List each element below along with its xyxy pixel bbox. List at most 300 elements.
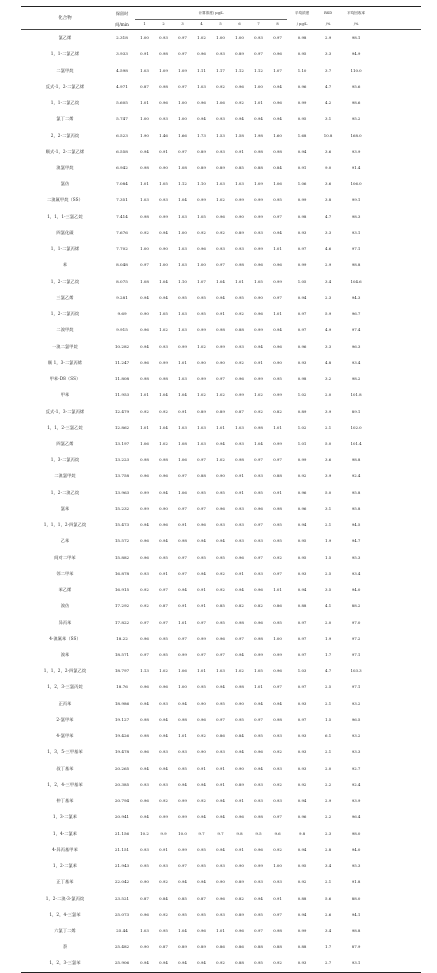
- conc-level-1: 1.00: [140, 116, 149, 122]
- conc-level-3: 0.94: [178, 781, 187, 787]
- conc-level-8: 0.90: [273, 359, 282, 365]
- conc-level-3: 1.06: [178, 668, 187, 674]
- conc-level-2: 0.93: [159, 863, 168, 869]
- conc-level-2: 0.92: [159, 798, 168, 804]
- conc-level-1: 0.96: [140, 798, 149, 804]
- conc-level-3: 0.97: [178, 473, 187, 479]
- conc-level-6: 0.98: [235, 619, 244, 625]
- conc-level-4: 0.96: [197, 51, 206, 57]
- retention-time: 23.521: [114, 895, 130, 901]
- conc-level-4: 0.95: [197, 684, 206, 690]
- retention-time: 9.281: [116, 294, 128, 300]
- rsd-value: 10.8: [323, 132, 333, 138]
- conc-level-7: 0.96: [254, 749, 263, 755]
- conc-level-1: 1.01: [140, 100, 149, 106]
- conc-level-6: 0.91: [235, 473, 244, 479]
- conc-level-3: 0.97: [178, 635, 187, 641]
- conc-level-7: 1.00: [254, 83, 263, 89]
- rsd-value: 4.9: [325, 327, 332, 333]
- table-row: [21, 598, 421, 614]
- compound-name: 1，2-二溴乙烷: [50, 489, 80, 495]
- table-row: [21, 111, 421, 127]
- conc-level-6: 0.90: [235, 213, 244, 219]
- table-row: [21, 744, 421, 760]
- recovery-value: 87.9: [351, 944, 361, 950]
- recovery-value: 88.0: [351, 895, 361, 901]
- conc-level-5: 0.95: [216, 489, 225, 495]
- table-row: [21, 809, 421, 825]
- conc-level-5: 0.95: [216, 554, 225, 560]
- table-row: [21, 95, 421, 111]
- conc-level-6: 0.93: [235, 538, 244, 544]
- retention-time: 20.385: [114, 781, 130, 787]
- retention-time: 25.906: [109, 955, 135, 972]
- conc-level-8: 0.95: [273, 619, 282, 625]
- conc-level-5: 0.89: [216, 408, 225, 414]
- table-row: [21, 209, 421, 225]
- compound-name: 氯乙烯: [58, 35, 72, 41]
- header-level: 2: [154, 20, 173, 30]
- conc-level-1: 1.90: [140, 132, 149, 138]
- conc-level-7: 0.93: [254, 798, 263, 804]
- conc-level-7: 0.99: [254, 652, 263, 658]
- retention-time: 25.073: [114, 911, 130, 917]
- conc-level-7: 0.96: [254, 311, 263, 317]
- conc-level-3: 0.94: [178, 879, 187, 885]
- conc-level-4: 0.92: [197, 733, 206, 739]
- mean-concentration: 0.98: [297, 35, 307, 41]
- recovery-value: 92.4: [351, 473, 361, 479]
- compound-name: 1，1-二氯丙烯: [50, 246, 80, 252]
- conc-level-7: 0.97: [254, 457, 263, 463]
- results-document: [21, 6, 421, 973]
- conc-level-8: 0.95: [273, 197, 282, 203]
- rsd-value: 1.9: [325, 635, 332, 641]
- rsd-value: 2.6: [325, 911, 332, 917]
- rsd-value: 2.0: [325, 765, 332, 771]
- table-row: [21, 955, 421, 972]
- recovery-value: 94.9: [351, 51, 361, 57]
- compound-name: 1，1，1，2-四氯乙烷: [43, 522, 87, 528]
- mean-concentration: 0.99: [297, 197, 307, 203]
- conc-level-4: 0.99: [197, 376, 206, 382]
- conc-level-6: 0.92: [235, 359, 244, 365]
- conc-level-4: 0.89: [197, 944, 206, 950]
- conc-level-4: 0.96: [197, 522, 206, 528]
- rsd-value: 2.2: [325, 781, 332, 787]
- table-row: [21, 176, 421, 192]
- rsd-value: 2.5: [325, 570, 332, 576]
- conc-level-2: 0.98: [159, 83, 168, 89]
- conc-level-6: 0.93: [235, 246, 244, 252]
- conc-level-5: 0.92: [216, 229, 225, 235]
- conc-level-3: 0.97: [178, 35, 187, 41]
- conc-level-2: 0.91: [159, 570, 168, 576]
- conc-level-1: 0.90: [140, 944, 149, 950]
- conc-level-5: 0.93: [216, 749, 225, 755]
- recovery-value: 106.0: [350, 181, 362, 187]
- conc-level-1: 0.94: [140, 343, 149, 349]
- conc-level-4: 0.96: [197, 716, 206, 722]
- conc-level-1: 0.87: [140, 895, 149, 901]
- conc-level-7: 0.99: [254, 213, 263, 219]
- conc-level-4: 0.99: [197, 327, 206, 333]
- conc-level-2: 0.94: [154, 955, 173, 972]
- conc-level-6: 0.98: [235, 457, 244, 463]
- conc-level-3: 1.08: [178, 164, 187, 170]
- recovery-value: 98.8: [351, 262, 361, 268]
- conc-level-5: 1.03: [216, 181, 225, 187]
- recovery-value: 96.5: [351, 716, 361, 722]
- recovery-value: 104.6: [350, 278, 362, 284]
- compound-name: 1，3，5-三甲基苯: [47, 749, 83, 755]
- compound-name: 二溴氟甲烷（SS）: [47, 197, 83, 203]
- conc-level-8: 0.97: [273, 294, 282, 300]
- conc-level-4: 0.89: [197, 408, 206, 414]
- compound-name: 1，2，3-三氯苯: [21, 955, 109, 972]
- conc-level-8: 0.91: [273, 895, 282, 901]
- table-row: [21, 274, 421, 290]
- conc-level-6: 0.92: [235, 100, 244, 106]
- retention-time: 16.915: [114, 587, 130, 593]
- conc-level-6: 1.02: [235, 668, 244, 674]
- conc-level-5: 9.7: [217, 830, 224, 836]
- rsd-value: 2.8: [325, 846, 332, 852]
- conc-level-7: 1.05: [254, 278, 263, 284]
- table-row: [21, 793, 421, 809]
- recovery-value: 97.1: [351, 246, 361, 252]
- conc-level-1: 0.95: [140, 863, 149, 869]
- conc-level-6: 9.8: [236, 830, 243, 836]
- mean-concentration: 1.02: [297, 392, 307, 398]
- compound-name: 1，1，1-三氯乙烷: [47, 213, 83, 219]
- conc-level-6: 0.96: [235, 928, 244, 933]
- mean-concentration: 0.99: [297, 262, 307, 268]
- conc-level-8: 0.95: [273, 376, 282, 382]
- conc-level-6: 0.89: [235, 229, 244, 235]
- results-table: [21, 6, 421, 973]
- conc-level-1: 0.97: [140, 652, 149, 658]
- mean-concentration: 0.96: [297, 83, 307, 89]
- conc-level-3: 0.97: [178, 505, 187, 511]
- recovery-value: 101.8: [350, 392, 362, 398]
- conc-level-8: 0.97: [273, 684, 282, 690]
- recovery-value: 91.4: [351, 164, 361, 170]
- rsd-value: 2.3: [325, 294, 332, 300]
- retention-time: 16.878: [114, 570, 130, 576]
- mean-concentration: 0.92: [297, 879, 307, 885]
- conc-level-7: 0.94: [254, 343, 263, 349]
- recovery-value: 95.8: [351, 489, 361, 495]
- conc-level-7: 1.98: [254, 132, 263, 138]
- conc-level-7: 0.93: [254, 538, 263, 544]
- recovery-value: 97.0: [351, 619, 361, 625]
- conc-level-5: 1.03: [216, 668, 225, 674]
- conc-level-2: 0.87: [159, 944, 168, 950]
- mean-concentration: 0.95: [297, 863, 307, 869]
- table-row: [21, 127, 421, 143]
- table-row: [21, 160, 421, 176]
- conc-level-3: 1.03: [178, 327, 187, 333]
- conc-level-2: 0.93: [159, 197, 168, 203]
- conc-level-7: 0.93: [254, 781, 263, 787]
- rsd-value: 5.0: [325, 489, 332, 495]
- recovery-value: 92.7: [351, 765, 361, 771]
- conc-level-1: 0.98: [140, 733, 149, 739]
- retention-time: 17.292: [114, 603, 130, 609]
- conc-level-2: 1.02: [159, 327, 168, 333]
- mean-concentration: 0.97: [297, 327, 307, 333]
- conc-level-5: 0.94: [216, 814, 225, 820]
- retention-time: 9.915: [116, 327, 128, 333]
- conc-level-1: 0.93: [140, 570, 149, 576]
- conc-level-3: 1.01: [178, 619, 187, 625]
- table-row: [21, 420, 421, 436]
- conc-level-2: 0.93: [159, 343, 168, 349]
- conc-level-2: 0.97: [159, 619, 168, 625]
- table-row: [21, 890, 421, 906]
- conc-level-6: 0.90: [235, 863, 244, 869]
- conc-level-6: 1.12: [235, 67, 244, 73]
- conc-level-3: 0.85: [178, 895, 187, 901]
- recovery-value: 93.4: [351, 359, 361, 365]
- conc-level-3: 0.93: [178, 749, 187, 755]
- conc-level-4: 0.94: [192, 955, 211, 972]
- table-header: [21, 7, 421, 30]
- conc-level-8: 0.99: [273, 392, 282, 398]
- conc-level-7: 1.01: [254, 684, 263, 690]
- conc-level-6: 0.96: [235, 376, 244, 382]
- mean-concentration: 0.97: [297, 716, 307, 722]
- conc-level-3: 1.01: [178, 733, 187, 739]
- conc-level-6: 0.89: [235, 51, 244, 57]
- table-row: [21, 761, 421, 777]
- conc-level-6: 0.96: [235, 83, 244, 89]
- conc-level-6: 0.94: [235, 749, 244, 755]
- conc-level-7: 0.93: [254, 35, 263, 41]
- conc-level-6: 0.96: [235, 554, 244, 560]
- rsd-value: 1.9: [325, 538, 332, 544]
- conc-level-1: 0.98: [140, 164, 149, 170]
- retention-time: 8.075: [116, 278, 128, 284]
- conc-level-5: 0.93: [216, 246, 225, 252]
- conc-level-8: 0.98: [273, 148, 282, 154]
- conc-level-5: 1.17: [216, 67, 225, 73]
- conc-level-3: 0.91: [178, 408, 187, 414]
- recovery-value: 96.3: [351, 343, 361, 349]
- conc-level-5: 0.96: [216, 505, 225, 511]
- conc-level-1: 1.06: [140, 440, 149, 446]
- conc-level-8: 1.00: [273, 635, 282, 641]
- recovery-value: 96.7: [351, 311, 361, 317]
- conc-level-2: 0.91: [159, 846, 168, 852]
- conc-level-4: 0.94: [197, 570, 206, 576]
- conc-level-8: 0.94: [273, 116, 282, 122]
- conc-level-3: 1.03: [178, 311, 187, 317]
- conc-level-4: 0.92: [197, 229, 206, 235]
- conc-level-1: 0.96: [140, 684, 149, 690]
- conc-level-7: 0.94: [254, 895, 263, 901]
- table-row: [21, 452, 421, 468]
- mean-concentration: 0.95: [297, 538, 307, 544]
- recovery-value: 94.3: [351, 294, 361, 300]
- conc-level-7: 0.96: [254, 587, 263, 593]
- mean-concentration: 9.8: [299, 830, 306, 836]
- recovery-value: 94.0: [351, 846, 361, 852]
- conc-level-2: 0.93: [159, 116, 168, 122]
- table-row: [21, 874, 421, 890]
- conc-level-3: 0.97: [178, 148, 187, 154]
- compound-name: 4-溴氟苯（SS）: [49, 635, 81, 641]
- conc-level-7: 0.98: [254, 424, 263, 430]
- table-body: [21, 30, 421, 973]
- conc-level-4: 1.02: [197, 343, 206, 349]
- conc-level-8: 0.98: [273, 505, 282, 511]
- compound-name: 1，1-二氯乙烯: [50, 51, 80, 57]
- conc-level-8: 1.60: [273, 132, 282, 138]
- rsd-value: 3.6: [325, 148, 332, 154]
- conc-level-6: 0.91: [235, 846, 244, 852]
- conc-level-2: 0.93: [159, 700, 168, 706]
- conc-level-3: 1.00: [178, 116, 187, 122]
- conc-level-5: 1.01: [216, 928, 225, 933]
- conc-level-4: 0.97: [197, 457, 206, 463]
- compound-name: 顺式-1，2-二氯乙烯: [45, 148, 85, 154]
- compound-name: 1，1，2，2-四氯乙烷: [43, 668, 87, 674]
- header-mean-concentration-line2: / μg/L: [287, 20, 317, 30]
- conc-level-8: 0.86: [273, 603, 282, 609]
- conc-level-1: 0.90: [140, 879, 149, 885]
- conc-level-8: 0.99: [273, 440, 282, 446]
- header-level: 1: [135, 20, 154, 30]
- conc-level-7: 0.96: [254, 262, 263, 268]
- conc-level-6: 0.91: [235, 570, 244, 576]
- mean-concentration: 0.94: [297, 798, 307, 804]
- rsd-value: 5.6: [325, 895, 332, 901]
- conc-level-7: 0.94: [254, 116, 263, 122]
- conc-level-8: 9.6: [274, 830, 281, 836]
- conc-level-3: 0.94: [178, 700, 187, 706]
- recovery-value: 88.2: [351, 603, 361, 609]
- conc-level-5: 0.92: [216, 570, 225, 576]
- retention-time: 21.943: [114, 863, 130, 869]
- conc-level-8: 0.96: [273, 668, 282, 674]
- conc-level-2: 0.96: [159, 100, 168, 106]
- conc-level-8: 0.82: [273, 408, 282, 414]
- conc-level-3: 1.00: [178, 229, 187, 235]
- conc-level-3: 1.04: [178, 392, 187, 398]
- compound-name: 溴氯甲烷: [56, 164, 74, 170]
- mean-concentration: 0.91: [297, 164, 307, 170]
- conc-level-5: 0.98: [216, 327, 225, 333]
- compound-name: 二溴氯甲烷: [54, 473, 76, 479]
- conc-level-1: 1.00: [140, 246, 149, 252]
- retention-time: 15.232: [114, 505, 130, 511]
- rsd-value: 4.7: [325, 668, 332, 674]
- conc-level-5: 0.86: [216, 733, 225, 739]
- rsd-value: 4.6: [325, 246, 332, 252]
- conc-level-8: 0.99: [273, 278, 282, 284]
- conc-level-6: 0.94: [235, 587, 244, 593]
- conc-level-7: 0.95: [249, 955, 268, 972]
- conc-level-7: 0.97: [254, 554, 263, 560]
- conc-level-1: 0.96: [140, 749, 149, 755]
- conc-level-1: 0.94: [135, 955, 154, 972]
- conc-level-2: 0.94: [159, 489, 168, 495]
- conc-level-6: 0.89: [235, 879, 244, 885]
- mean-concentration: 0.97: [297, 684, 307, 690]
- retention-time: 13.223: [114, 457, 130, 463]
- conc-level-8: 0.88: [273, 473, 282, 479]
- rsd-value: 3.6: [325, 181, 332, 187]
- conc-level-4: 0.95: [197, 846, 206, 852]
- header-recovery-line1: 平均回收率: [339, 7, 373, 20]
- retention-time: 7.414: [116, 213, 128, 219]
- compound-name: 反式-1，3-二氯丙烯: [45, 408, 85, 414]
- conc-level-3: 1.00: [178, 684, 187, 690]
- conc-level-5: 0.97: [216, 376, 225, 382]
- conc-level-4: 0.96: [197, 246, 206, 252]
- retention-time: 17.822: [114, 619, 130, 625]
- recovery-value: 98.3: [351, 213, 361, 219]
- table-row: [21, 241, 421, 257]
- recovery-value: 93.9: [351, 798, 361, 804]
- conc-level-6: 0.90: [235, 765, 244, 771]
- recovery-value: 95.6: [351, 83, 361, 89]
- recovery-value: 93.2: [351, 700, 361, 706]
- table-row: [21, 257, 421, 273]
- compound-name: 4-异丙基甲苯: [52, 846, 78, 852]
- conc-level-5: 0.95: [216, 700, 225, 706]
- rsd-value: 3.4: [325, 928, 332, 933]
- conc-level-4: 0.95: [197, 911, 206, 917]
- conc-level-5: 0.96: [216, 213, 225, 219]
- conc-level-2: 1.00: [159, 262, 168, 268]
- conc-level-6: 0.91: [235, 798, 244, 804]
- conc-level-6: 1.58: [235, 132, 244, 138]
- compound-name: 三氯乙烯: [56, 294, 74, 300]
- conc-level-4: 0.95: [197, 311, 206, 317]
- mean-concentration: 0.96: [297, 505, 307, 511]
- rsd-value: 3.1: [325, 505, 332, 511]
- header-level: 4: [192, 20, 211, 30]
- rsd-value: 5.0: [325, 440, 332, 446]
- table-row: [21, 728, 421, 744]
- conc-level-2: 0.95: [159, 635, 168, 641]
- compound-name: 异丙苯: [58, 619, 72, 625]
- table-row: [21, 566, 421, 582]
- rsd-value: 2.1: [325, 424, 332, 430]
- conc-level-1: 1.03: [140, 928, 149, 933]
- conc-level-5: 0.96: [216, 635, 225, 641]
- conc-level-2: 0.92: [159, 879, 168, 885]
- table-row: [21, 338, 421, 354]
- conc-level-3: 0.98: [178, 538, 187, 544]
- conc-level-6: 0.99: [235, 392, 244, 398]
- conc-level-8: 0.96: [273, 51, 282, 57]
- mean-concentration: 0.97: [297, 635, 307, 641]
- retention-time: 8.048: [116, 262, 128, 268]
- recovery-value: 92.4: [351, 781, 361, 787]
- rsd-value: 2.2: [325, 814, 332, 820]
- compound-name: 四氯化碳: [56, 229, 74, 235]
- header-recovery-line2: /%: [339, 20, 373, 30]
- conc-level-6: 0.90: [235, 700, 244, 706]
- conc-level-8: 0.97: [273, 213, 282, 219]
- conc-level-4: 0.91: [197, 765, 206, 771]
- rsd-value: 3.3: [325, 343, 332, 349]
- compound-name: 1，2，4-三甲基苯: [47, 781, 83, 787]
